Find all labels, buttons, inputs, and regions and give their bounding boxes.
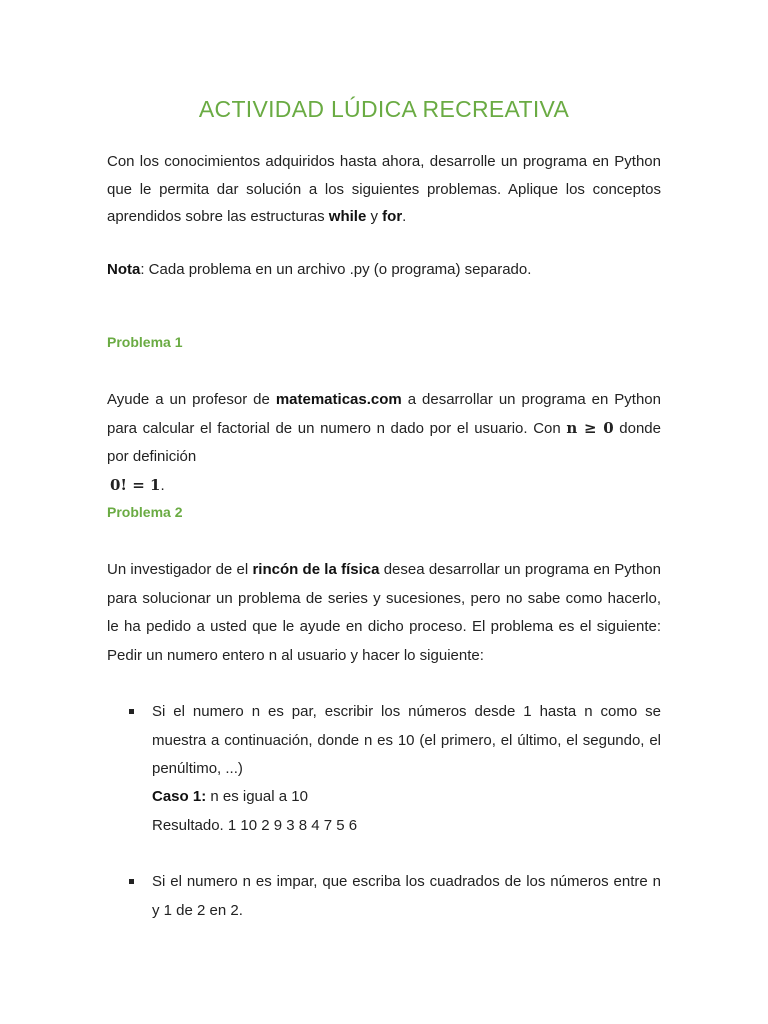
- intro-text: Con los conocimientos adquiridos hasta ahora, desarrolle un programa en Python que le permita dar solución a los siguientes problemas. Aplique los conceptos aprendidos sobre las estructuras: [107, 153, 661, 225]
- p1-text-4: .: [160, 477, 165, 494]
- p2-text-2: desea desarrollar un programa en Python para solucionar un problema de series y sucesiones, pero no sabe como hacerlo, le ha pedido a usted que le ayude en dicho proceso. El problema es el siguiente: Pedir un numero entero n al usuario y hacer lo siguiente:: [107, 561, 661, 664]
- list-item-text: Si el numero n es impar, que escriba los cuadrados de los números entre n y 1 de 2 en 2.: [152, 873, 661, 919]
- list-item: [129, 698, 661, 784]
- p1-bold-site: matematicas.com: [275, 391, 402, 408]
- note-label: Nota: [107, 261, 141, 278]
- case-result: Resultado. 1 10 2 9 3 8 4 7 5 6: [152, 816, 358, 834]
- p1-text-2: a desarrollar un programa en Python para calcular el factorial de un numero n dado por el usuario. Con: [107, 391, 661, 437]
- problem-2-heading: Problema 2: [107, 504, 183, 520]
- intro-connector: y: [366, 208, 383, 225]
- list-item-text: Si el numero n es par, escribir los números desde 1 hasta n como se muestra a continuación, donde n es 10 (el primero, el último, el segundo, el penúltimo, ...): [152, 703, 661, 777]
- problem-1-paragraph: [107, 386, 661, 500]
- p1-math-definition: 0! = 1: [110, 476, 161, 494]
- p2-bold-site: rincón de la física: [252, 561, 380, 578]
- case-example: [152, 783, 357, 840]
- square-bullet-icon: [129, 709, 134, 714]
- p1-text-1: Ayude a un profesor de: [107, 391, 276, 408]
- keyword-for: for: [382, 208, 403, 225]
- note-paragraph: [107, 256, 661, 284]
- case-label: Caso 1:: [152, 788, 207, 805]
- case-line: [152, 783, 357, 812]
- intro-end: .: [402, 208, 407, 225]
- note-text: : Cada problema en un archivo .py (o programa) separado.: [140, 261, 532, 278]
- p1-math-condition: n ≥ 0: [566, 419, 614, 437]
- intro-paragraph: [107, 148, 661, 231]
- case-text: n es igual a 10: [206, 788, 308, 805]
- square-bullet-icon: [129, 879, 134, 884]
- p2-text-1: Un investigador de el: [107, 561, 253, 578]
- p1-text-3: donde por definición: [107, 420, 661, 465]
- keyword-while: while: [328, 208, 367, 225]
- problem-1-heading: Problema 1: [107, 334, 183, 350]
- document-title: ACTIVIDAD LÚDICA RECREATIVA: [198, 96, 570, 122]
- list-item: [129, 868, 661, 925]
- problem-2-paragraph: [107, 556, 661, 670]
